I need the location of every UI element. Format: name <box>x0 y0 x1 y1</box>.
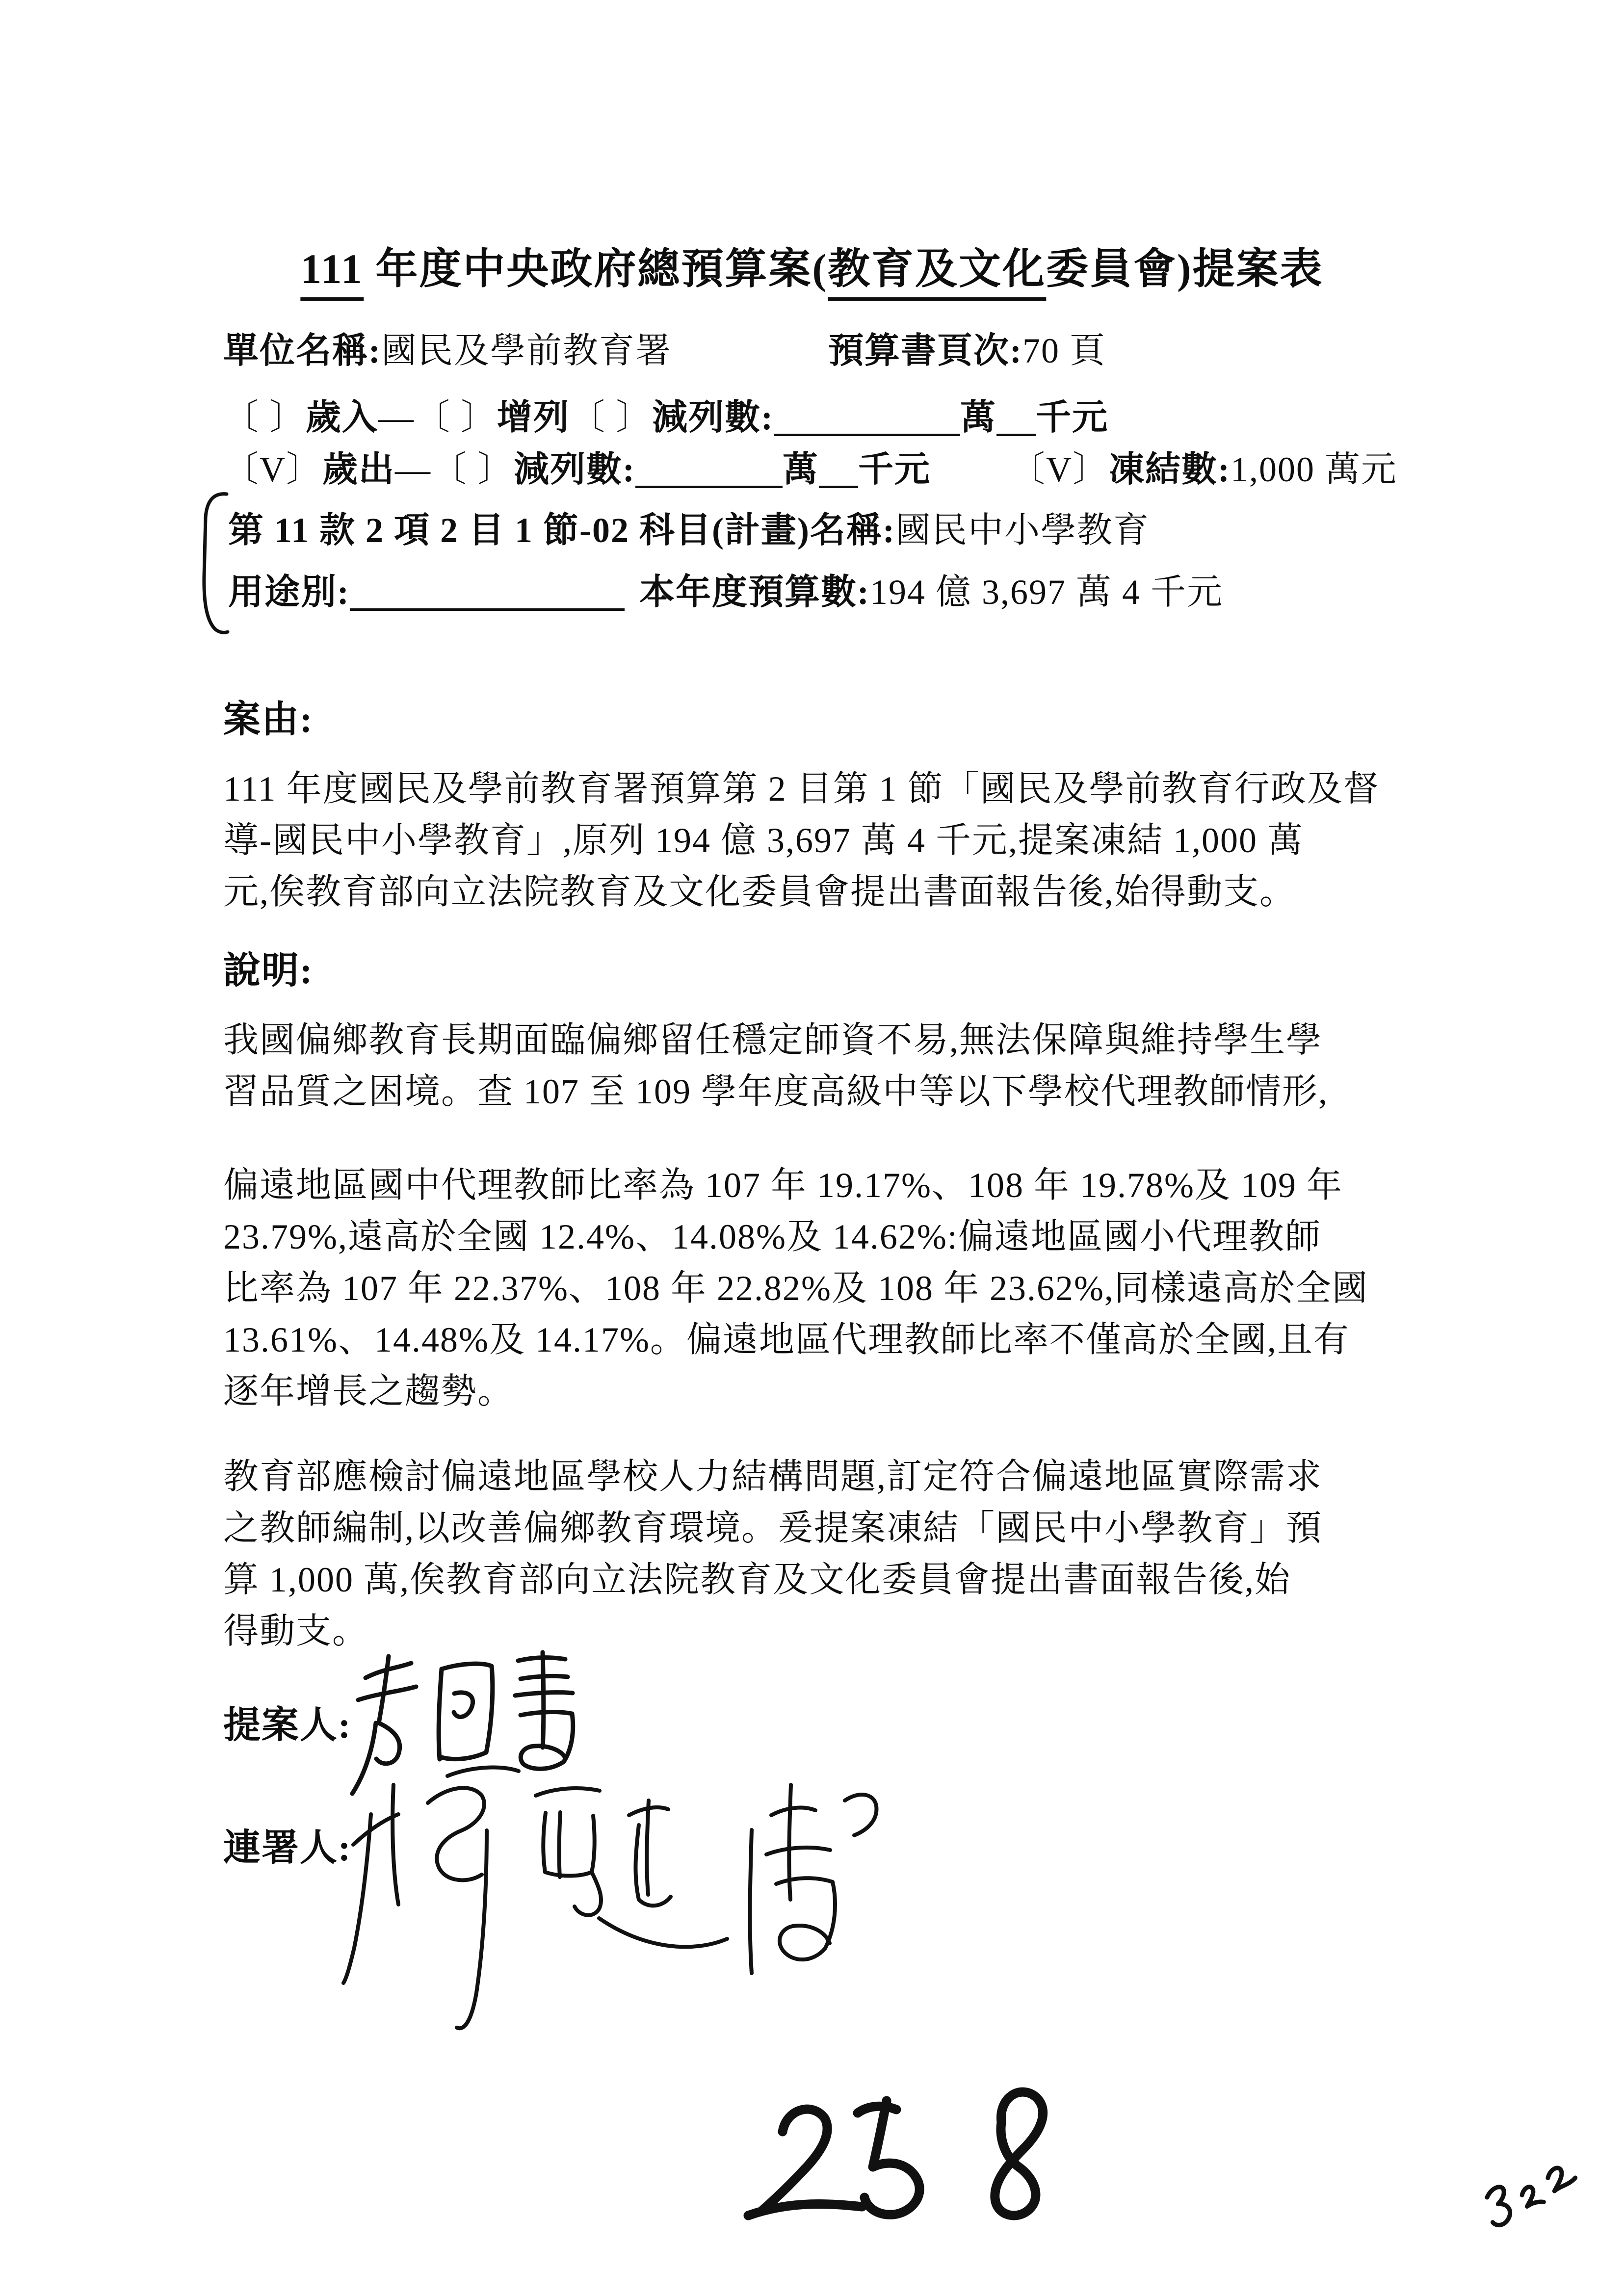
handwritten-page-number <box>733 2075 1087 2222</box>
budget-amount-label: 本年度預算數: <box>639 573 870 612</box>
paragraph-line: 13.61%、14.48%及 14.17%。偏遠地區代理教師比率不僅高於全國,且有 <box>223 1320 1350 1359</box>
paragraph-line: 偏遠地區國中代理教師比率為 107 年 19.17%、108 年 19.78%及 109 年 <box>223 1166 1343 1205</box>
expenditure-row <box>223 441 931 492</box>
title-year: 111 <box>300 245 364 301</box>
proposer-label: 提案人: <box>223 1705 352 1746</box>
item-row <box>228 501 1150 552</box>
dash: — <box>395 450 432 489</box>
freeze-value: 1,000 萬元 <box>1230 450 1397 489</box>
paragraph-line: 逐年增長之趨勢。 <box>223 1372 514 1411</box>
paragraph-line: 教育部應檢討偏遠地區學校人力結構問題,訂定符合偏遠地區實際需求 <box>223 1457 1323 1496</box>
form-left-bracket <box>190 488 231 635</box>
blank-line <box>635 486 783 488</box>
freeze-checkbox-checked: 〔V〕 <box>1010 450 1109 489</box>
explanation-paragraph-3 <box>223 1451 1322 1657</box>
cosigner-signatures <box>324 1756 903 2031</box>
explanation-heading: 說明: <box>223 950 314 991</box>
dash: — <box>378 398 415 437</box>
case-paragraph <box>223 763 1380 918</box>
paragraph-line: 算 1,000 萬,俟教育部向立法院教育及文化委員會提出書面報告後,始 <box>223 1560 1291 1599</box>
paragraph-line: 111 年度國民及學前教育署預算第 2 目第 1 節「國民及學前教育行政及督 <box>223 769 1380 809</box>
explanation-paragraph-2 <box>223 1160 1368 1417</box>
freeze-row <box>1010 441 1397 492</box>
paragraph-line: 元,俟教育部向立法院教育及文化委員會提出書面報告後,始得動支。 <box>223 872 1296 912</box>
paragraph-line: 習品質之困境。查 107 至 109 學年度高級中等以下學校代理教師情形, <box>223 1072 1329 1111</box>
blank-line-long <box>350 608 625 611</box>
wan-unit: 萬 <box>783 450 819 489</box>
paragraph-line: 比率為 107 年 22.37%、108 年 22.82%及 108 年 23.62%,同樣遠高於全國 <box>223 1269 1368 1308</box>
blank-line <box>774 434 960 436</box>
cut-checkbox-empty: 〔 〕 <box>431 450 514 489</box>
budget-page-label: 預算書頁次: <box>828 331 1022 370</box>
handwritten-corner-number <box>1469 2142 1602 2244</box>
blank-line-short <box>996 434 1036 436</box>
title-segment-after: 委員會)提案表 <box>1046 245 1324 292</box>
add-checkbox-empty: 〔 〕 <box>415 398 498 437</box>
revenue-row <box>223 389 1108 440</box>
paragraph-line: 我國偏鄉教育長期面臨偏鄉留任穩定師資不易,無法保障與維持學生學 <box>223 1020 1323 1060</box>
budget-page-row <box>828 322 1106 373</box>
paragraph-line: 得動支。 <box>223 1612 369 1651</box>
unit-name-label: 單位名稱: <box>223 331 381 370</box>
item-label: 第 11 款 2 項 2 目 1 節-02 科目(計畫)名稱: <box>228 511 895 550</box>
cut-label: 減列數: <box>652 398 774 437</box>
cosigner-label: 連署人: <box>223 1827 352 1869</box>
qianyuan-unit: 千元 <box>858 450 931 489</box>
budget-page-value: 70 頁 <box>1022 331 1106 370</box>
cut-label: 減列數: <box>514 450 636 489</box>
paragraph-line: 23.79%,遠高於全國 12.4%、14.08%及 14.62%:偏遠地區國小代理教師 <box>223 1217 1321 1256</box>
qianyuan-unit: 千元 <box>1036 398 1109 437</box>
cut-checkbox-empty: 〔 〕 <box>570 398 653 437</box>
expenditure-checkbox-checked: 〔V〕 <box>223 450 322 489</box>
unit-name-row <box>223 322 672 373</box>
paragraph-line: 之教師編制,以改善偏鄉教育環境。爰提案凍結「國民中小學教育」預 <box>223 1509 1323 1548</box>
blank-line-short <box>819 486 858 488</box>
item-value: 國民中小學教育 <box>895 511 1150 550</box>
wan-unit: 萬 <box>960 398 997 437</box>
document-title <box>300 235 1323 295</box>
explanation-paragraph-1 <box>223 1015 1328 1118</box>
case-heading: 案由: <box>223 699 314 740</box>
revenue-label: 歲入 <box>306 398 379 437</box>
title-committee: 教育及文化 <box>828 245 1046 301</box>
paragraph-line: 導-國民中小學教育」,原列 194 億 3,697 萬 4 千元,提案凍結 1,000 萬 <box>223 821 1304 860</box>
unit-name-value: 國民及學前教育署 <box>381 331 672 370</box>
budget-amount-value: 194 億 3,697 萬 4 千元 <box>869 573 1223 612</box>
expenditure-label: 歲出 <box>322 450 395 489</box>
usage-row <box>228 563 1223 614</box>
add-label: 增列 <box>497 398 570 437</box>
freeze-label: 凍結數: <box>1109 450 1231 489</box>
title-segment: 年度中央政府總預算案( <box>363 245 828 292</box>
revenue-checkbox-empty: 〔 〕 <box>223 398 306 437</box>
usage-label: 用途別: <box>228 573 350 612</box>
